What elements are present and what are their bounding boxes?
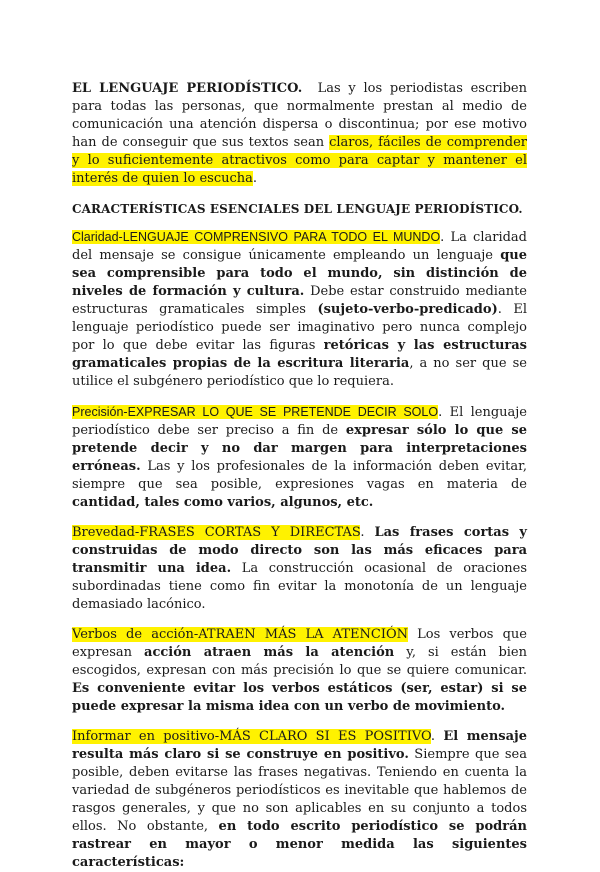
verbos-bold-2: Es conveniente evitar los verbos estáticos (ser, estar) si se puede expresar la misma idea con un verbo de movimiento.: [72, 681, 527, 714]
brevedad-label: Brevedad-FRASES CORTAS Y DIRECTAS: [72, 525, 361, 540]
positivo-text-2: Siempre que sea posible, deben evitarse las frases negativas. Teniendo en cuenta la variedad de subgéneros periodísticos es inevitable que hablemos de rasgos generales, y que no son aplicables en su conjunto a todos ellos. No obstante,: [72, 747, 527, 834]
claridad-bold-2: (sujeto-verbo-predicado): [317, 302, 498, 317]
precision-text-1: . El lenguaje periodístico debe ser preciso a fin de: [72, 405, 527, 438]
positivo-bold-2: en todo escrito periodístico se podrán rastrear en mayor o menor medida las siguientes características:: [72, 819, 527, 870]
intro-paragraph: [72, 80, 527, 188]
precision-text-2: Las y los profesionales de la información deben evitar, siempre que sea posible, expresiones vagas en materia de: [72, 459, 527, 492]
positivo-bold-1: El mensaje resulta más claro si se construye en positivo.: [72, 729, 527, 762]
claridad-paragraph: [72, 228, 527, 391]
intro-text-1: Las y los periodistas escriben para todas las personas, que normalmente prestan al medio de comunicación una atención dispersa o discontinua; por ese motivo han de conseguir que sus textos sean: [72, 81, 527, 150]
brevedad-text-2: La construcción ocasional de oraciones subordinadas tiene como fin evitar la monotonía de un lenguaje demasiado lacónico.: [72, 561, 527, 612]
verbos-text-2: y, si están bien escogidos, expresan con más precisión lo que se quiere comunicar.: [72, 645, 527, 678]
verbos-text-1: Los verbos que expresan: [72, 627, 527, 660]
claridad-text-4: , a no ser que se utilice el subgénero periodístico que lo requiera.: [72, 356, 527, 389]
intro-text-2: .: [252, 171, 258, 186]
claridad-text-2: Debe estar construido mediante estructuras gramaticales simples: [72, 284, 527, 317]
positivo-paragraph: [72, 728, 527, 872]
precision-label: Precisión-EXPRESAR LO QUE SE PRETENDE DECIR SOLO: [72, 405, 439, 419]
positivo-text-1: .: [430, 729, 444, 744]
positivo-label: Informar en positivo-MÁS CLARO SI ES POSITIVO: [72, 729, 431, 744]
precision-bold-2: cantidad, tales como varios, algunos, etc.: [72, 495, 374, 510]
brevedad-text-1: .: [360, 525, 375, 540]
verbos-bold-1: acción atraen más la atención: [144, 645, 395, 660]
claridad-text-3: . El lenguaje periodístico puede ser imaginativo pero nunca complejo por lo que debe evitar las figuras: [72, 302, 527, 353]
claridad-bold-1: que sea comprensible para todo el mundo, sin distinción de niveles de formación y cultura.: [72, 248, 527, 299]
precision-paragraph: [72, 403, 527, 512]
claridad-label: Claridad-LENGUAJE COMPRENSIVO PARA TODO EL MUNDO: [72, 230, 441, 244]
precision-bold-1: expresar sólo lo que se pretende decir y no dar margen para interpretaciones erróneas.: [72, 423, 527, 474]
verbos-paragraph: [72, 626, 527, 716]
claridad-text-1: . La claridad del mensaje se consigue únicamente empleando un lenguaje: [72, 230, 527, 263]
brevedad-bold-1: Las frases cortas y construidas de modo directo son las más eficaces para transmitir una idea.: [72, 525, 527, 576]
brevedad-paragraph: [72, 524, 527, 614]
verbos-label: Verbos de acción-ATRAEN MÁS LA ATENCIÓN: [72, 627, 408, 642]
claridad-bold-3: retóricas y las estructuras gramaticales propias de la escritura literaria: [72, 338, 527, 371]
intro-highlight: claros, fáciles de comprender y lo suficientemente atractivos como para captar y mantener el interés de quien lo escucha: [72, 135, 527, 186]
section-heading: CARACTERÍSTICAS ESENCIALES DEL LENGUAJE PERIODÍSTICO.: [72, 202, 523, 216]
intro-title: EL LENGUAJE PERIODÍSTICO.: [72, 81, 303, 96]
